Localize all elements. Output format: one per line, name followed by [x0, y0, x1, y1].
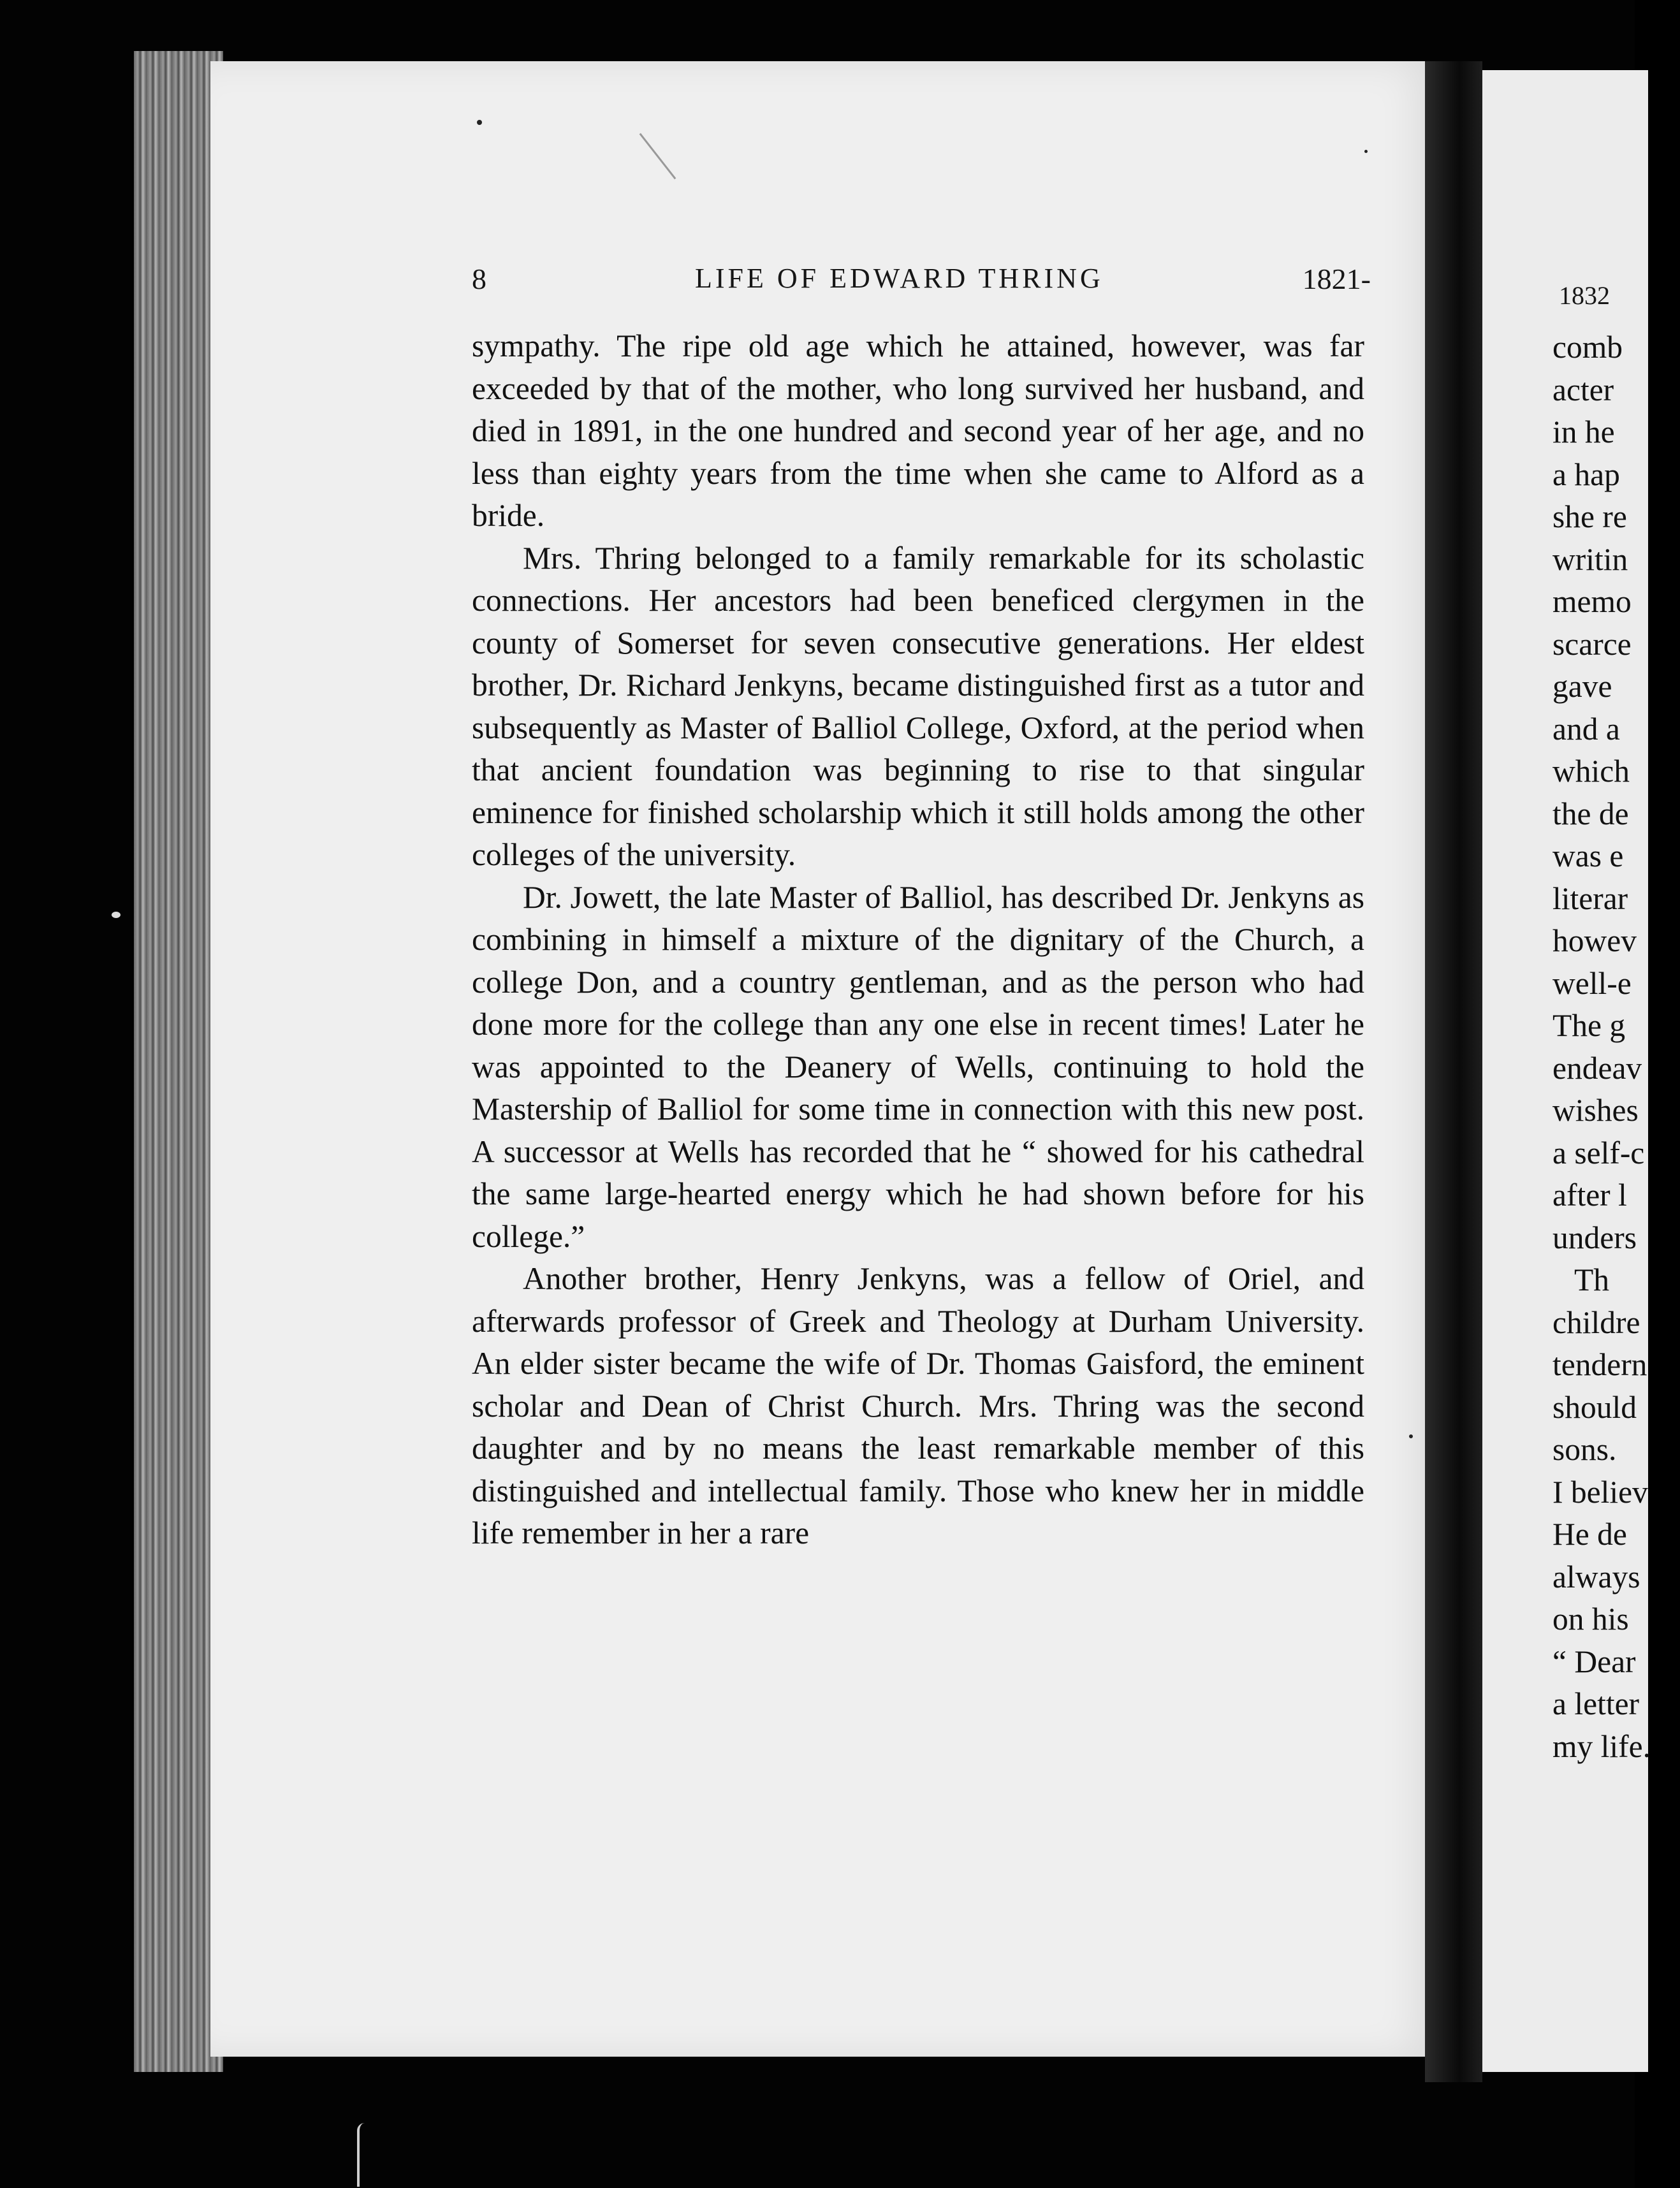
running-title: LIFE OF EDWARD THRING [695, 263, 1104, 294]
text-line: childre [1552, 1304, 1640, 1340]
text-line: well-e [1552, 965, 1632, 1001]
text-line: scarce [1552, 626, 1632, 662]
text-line: gave [1552, 669, 1612, 704]
paragraph: sympathy. The ripe old age which he attained, however, was far exceeded by that of the mother, who long survived her husband, and died in 1891, in the one hundred and second year of her age, and no less than eighty years from the time when she came to Alford as a bride. [472, 328, 1364, 533]
page-number: 8 [472, 263, 486, 295]
text-line: memo [1552, 584, 1632, 619]
paragraph: Another brother, Henry Jenkyns, was a fellow of Oriel, and afterwards professor of Greek and Theology at Durham University. An elder sister became the wife of Dr. Thomas Gaisford, the eminent scholar and Dean of Christ Church. Mrs. Thring was the second daughter and by no means the least remarkable member of this distinguished and intellectual family. Those who knew her in middle life remember in her a rare [472, 1261, 1364, 1550]
paragraph: Mrs. Thring belonged to a family remarkable for its scholastic connections. Her ancestors had been beneficed clergymen in the county of Somerset for seven consecutive generations. Her eldest brother, Dr. Richard Jenkyns, became distinguished first as a tutor and subsequently as Master of Balliol College, Oxford, at the period when that ancient foundation was beginning to rise to that singular eminence for finished scholarship which it still holds among the other colleges of the university. [472, 540, 1364, 872]
left-page-body [472, 325, 1364, 1555]
header-year: 1821- [1302, 263, 1371, 295]
text-line: acter [1552, 372, 1614, 407]
text-line: a self-c [1552, 1135, 1645, 1171]
text-line: a letter [1552, 1686, 1640, 1721]
text-line: always [1552, 1559, 1640, 1594]
text-line: howev [1552, 923, 1637, 958]
text-line: a hap [1552, 456, 1620, 492]
book-gutter [1425, 61, 1482, 2082]
text-line: The g [1552, 1008, 1626, 1043]
text-line: was e [1552, 838, 1624, 873]
left-page-header [472, 258, 1377, 309]
dust-speck [1409, 1434, 1413, 1438]
text-line: she re [1552, 499, 1627, 534]
text-line: I believ [1552, 1474, 1648, 1510]
text-line: which [1552, 754, 1630, 789]
text-line: Th [1574, 1262, 1609, 1297]
text-line: sons. [1552, 1432, 1617, 1467]
text-line: unders [1552, 1220, 1637, 1255]
page-stack-edge [134, 51, 223, 2072]
text-line: on his [1552, 1601, 1629, 1637]
page-crease [357, 2123, 365, 2187]
text-line: endeav [1552, 1050, 1642, 1086]
text-line: the de [1552, 796, 1629, 831]
dust-speck [112, 912, 121, 918]
paragraph: Dr. Jowett, the late Master of Balliol, has described Dr. Jenkyns as combining in himself a mixture of the dignitary of the Church, a college Don, and a country gentleman, and as the person who had done more for the college than any one else in recent times! Later he was appointed to the Deanery of Wells, continuing to hold the Mastership of Balliol for some time in connection with this new post. A successor at Wells has recorded that he “ showed for his cathedral the same large-hearted energy which he had shown before for his college.” [472, 879, 1364, 1254]
text-line: after l [1552, 1178, 1627, 1213]
text-line: writin [1552, 541, 1628, 577]
text-line: tendern [1552, 1347, 1647, 1382]
dust-speck [477, 120, 482, 125]
text-line: “ Dear [1552, 1644, 1636, 1679]
right-page-header-year: 1832 [1559, 281, 1610, 310]
text-line: my life. [1552, 1728, 1651, 1764]
dust-speck [1364, 150, 1368, 153]
text-line: should [1552, 1389, 1637, 1425]
right-page-body [1552, 326, 1680, 1768]
text-line: wishes [1552, 1093, 1639, 1128]
text-line: in he [1552, 414, 1615, 449]
text-line: He de [1552, 1517, 1627, 1552]
text-line: comb [1552, 330, 1623, 365]
text-line: and a [1552, 711, 1620, 747]
text-line: literar [1552, 880, 1628, 916]
